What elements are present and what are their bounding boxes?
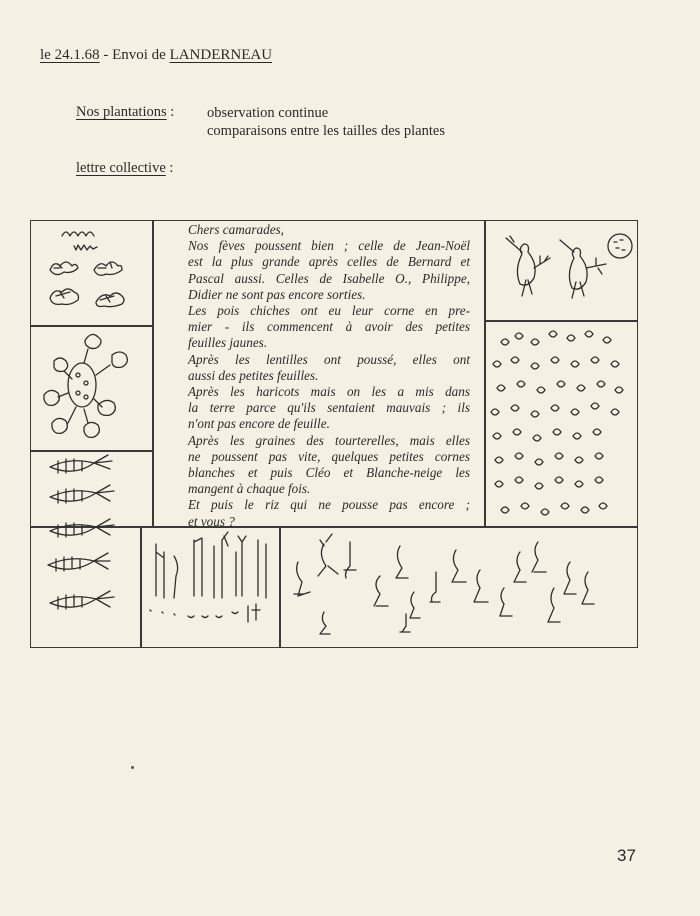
frame-divider [484,320,638,322]
header-date: le 24.1.68 [40,47,100,63]
document-header [40,47,272,64]
letter-line: Nos fèves poussent bien ; celle de Jean-Noël [188,238,470,254]
leaves-drawing [40,226,148,322]
letter-paragraph [170,384,470,433]
frame-divider [484,220,486,527]
letter-line: feuilles jaunes. [188,335,268,351]
page-number: 37 [617,846,636,865]
plantations-label: Nos plantations [76,104,167,120]
stray-mark [131,766,134,769]
plantations-heading [76,104,174,121]
plantations-line: comparaisons entre les tailles des plantes [207,123,445,139]
letter-line: blanches et puis Cléo et Blanche-neige les [188,465,470,481]
collective-letter [170,222,470,530]
seeds-drawing [487,324,635,524]
letter-line: mangent à chaque fois. [188,481,311,497]
letter-line: Après les haricots mais on les a mis dans [188,384,470,400]
letter-line: Didier ne sont pas encore sorties. [188,286,366,302]
frame-divider [30,450,153,452]
letter-line: n'ont pas encore de feuille. [188,416,330,432]
letter-line: Après les graines des tourterelles, mais elles [188,432,470,448]
letter-paragraph [170,303,470,352]
letter-line: aussi des petites feuilles. [188,367,319,383]
lettre-colon: : [169,160,174,176]
frame-divider [152,220,154,527]
header-place: LANDERNEAU [169,47,273,63]
letter-line: la terre parce qu'ils sentaient mauvais ; ils [188,400,470,416]
sprouts-drawing [284,532,634,642]
letter-greeting: Chers camarades, [188,222,284,237]
lettre-heading [76,160,173,177]
letter-paragraph [170,497,470,529]
letter-line: Les pois chiches ont eu leur corne en pre- [188,303,470,319]
letter-line: Pascal aussi. Celles de Isabelle O., Philippe, [188,270,470,286]
flower-drawing [38,327,152,449]
plantations-description [207,104,445,140]
birds-drawing [488,224,636,318]
header-separator: - Envoi de [103,47,166,63]
letter-line: mier - ils commencent à avoir des petites [188,319,470,335]
stems-drawing [144,532,276,642]
letter-paragraph [170,238,470,303]
plantations-colon: : [170,104,175,120]
plantations-line: observation continue [207,105,329,121]
letter-line: est la plus grande après celles de Bernard et [188,254,470,270]
pods-drawing [44,455,150,623]
letter-paragraph [170,352,470,384]
frame-divider [279,526,281,648]
letter-line: Et puis le riz qui ne pousse pas encore ; [188,497,470,513]
letter-line: et vous ? [188,513,235,529]
letter-line: Après les lentilles ont poussé, elles ont [188,351,470,367]
lettre-label: lettre collective [76,160,166,176]
letter-paragraph [170,433,470,498]
letter-line: ne poussent pas vite, quelques petites cornes [188,448,470,464]
